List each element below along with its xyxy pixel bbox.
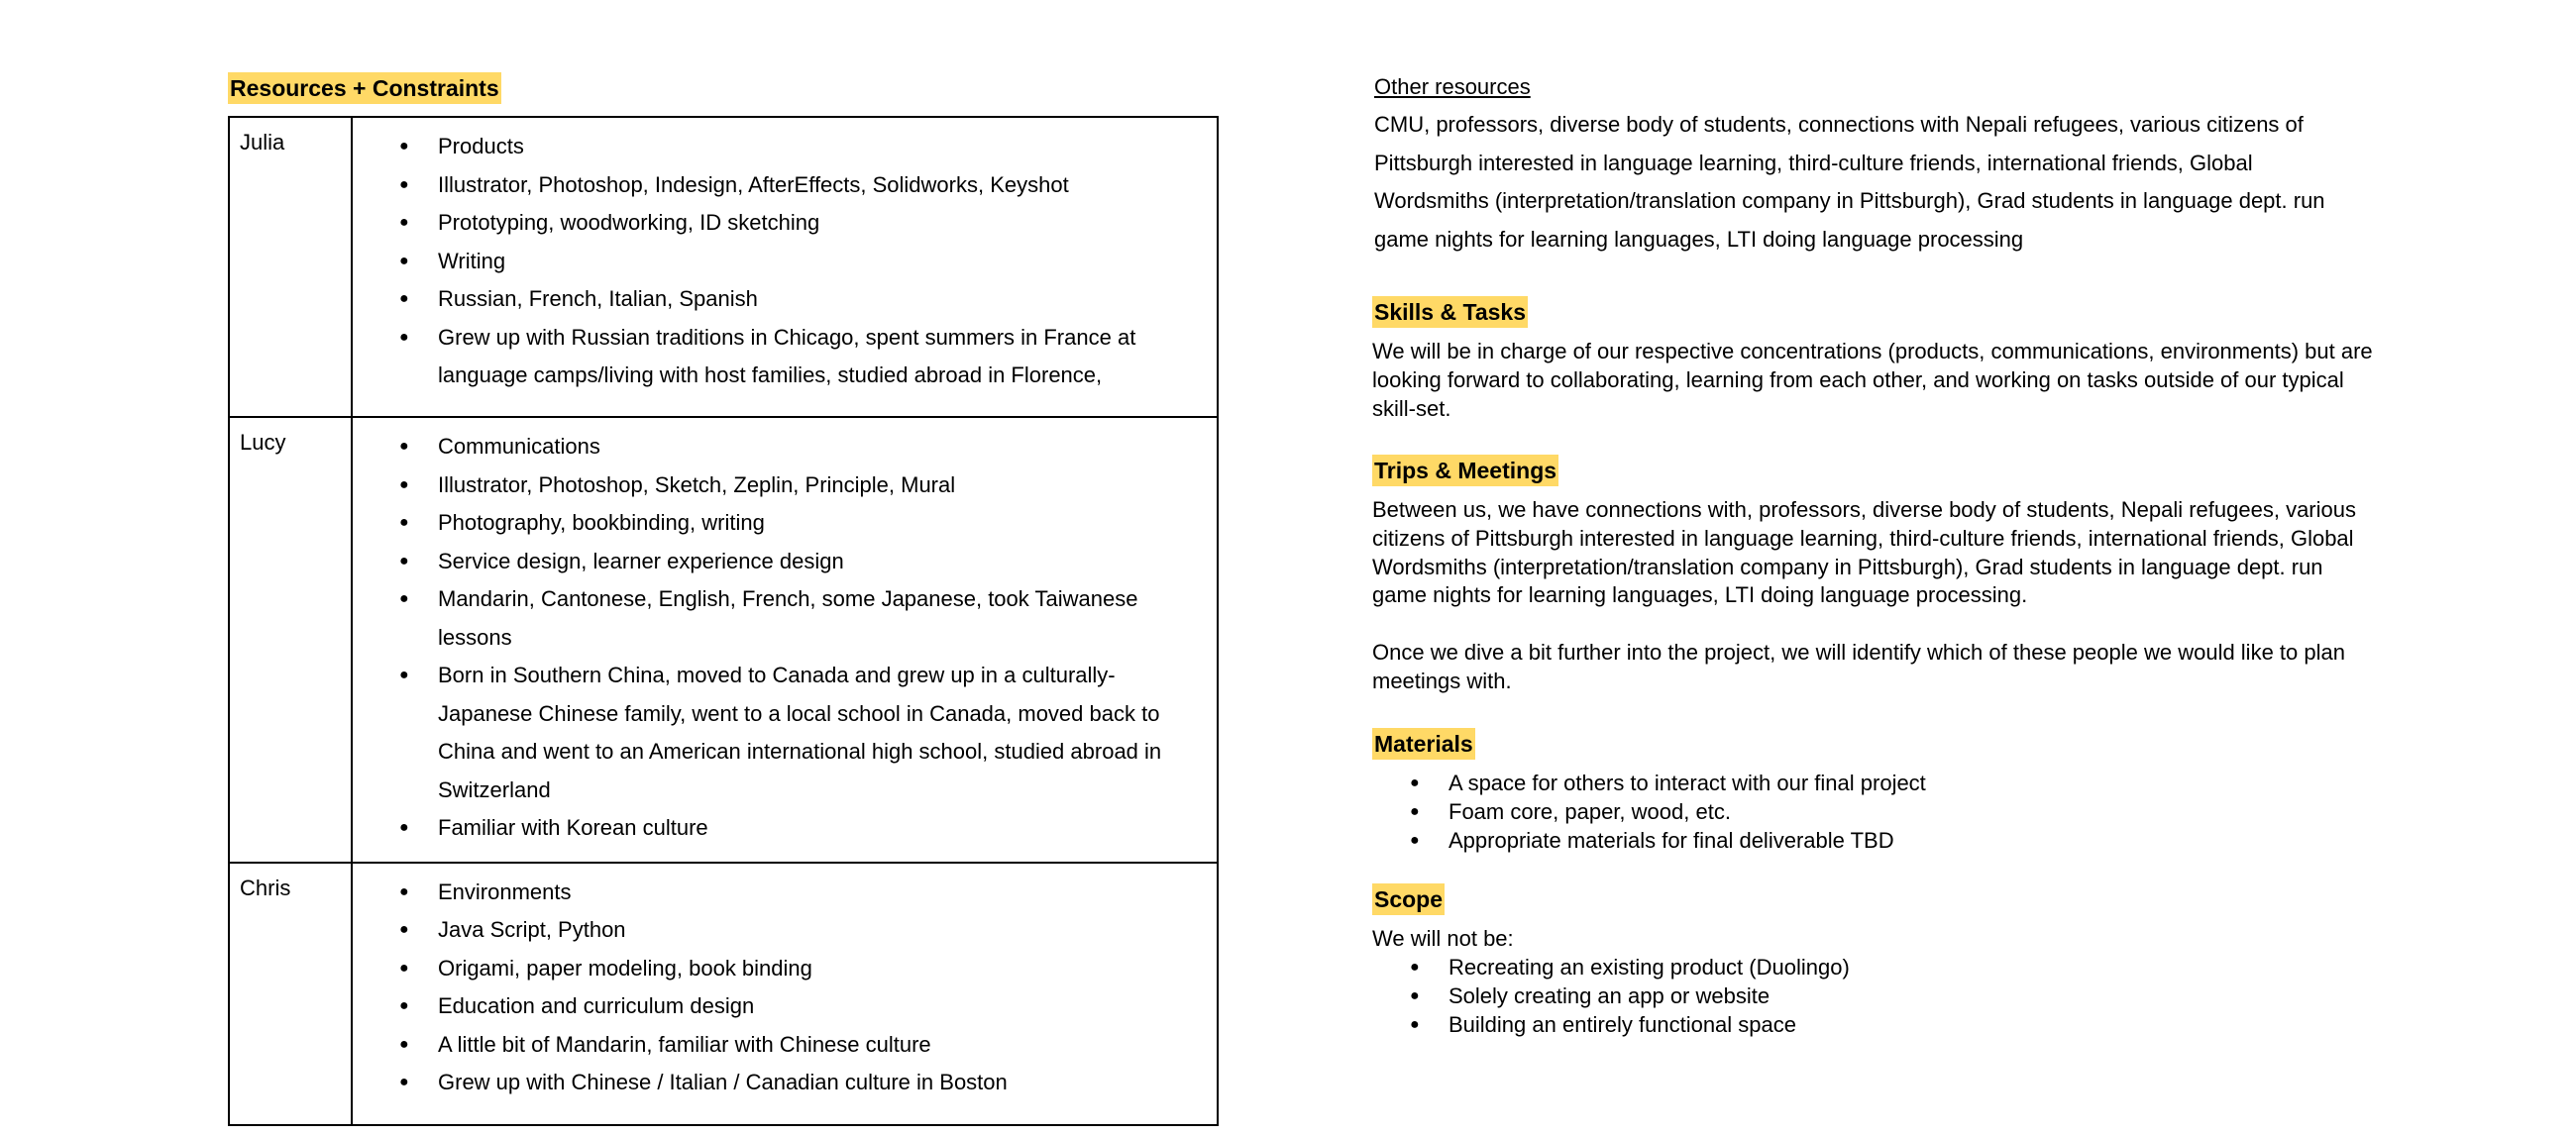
bullet-icon: ●: [399, 1035, 409, 1053]
bullet-icon: ●: [1410, 775, 1420, 791]
member-items-list: [353, 864, 1217, 1116]
list-item: ● Illustrator, Photoshop, Sketch, Zeplin, Principle, Mural: [353, 466, 1207, 505]
scope-heading: Scope: [1372, 883, 1445, 915]
list-item: ● Products: [353, 128, 1207, 166]
trips-meetings-heading: Trips & Meetings: [1372, 455, 1558, 486]
list-item: ● Grew up with Chinese / Italian / Canadian culture in Boston: [353, 1064, 1207, 1102]
list-item: ● Java Script, Python: [353, 911, 1207, 950]
member-items-cell: [352, 417, 1218, 863]
bullet-icon: ●: [399, 252, 409, 269]
bullet-icon: ●: [399, 328, 409, 346]
table-row-julia: [229, 117, 1218, 417]
list-item: ● Origami, paper modeling, book binding: [353, 950, 1207, 988]
bullet-icon: ●: [1410, 959, 1420, 976]
list-item: ● A space for others to interact with our final project: [1372, 770, 1926, 798]
list-item: ● Recreating an existing product (Duolingo): [1372, 954, 1850, 982]
bullet-icon: ●: [399, 552, 409, 569]
list-item: ● Building an entirely functional space: [1372, 1011, 1850, 1040]
materials-heading: Materials: [1372, 728, 1475, 760]
bullet-icon: ●: [399, 290, 409, 307]
list-item: ● Communications: [353, 428, 1207, 466]
list-item: ● Environments: [353, 874, 1207, 912]
skills-tasks-text: We will be in charge of our respective concentrations (products, communications, environments) but are looking forward to collaborating, learning from each other, and working on tasks outside of our typical skill-set.: [1372, 339, 2373, 421]
list-item: ● Appropriate materials for final deliverable TBD: [1372, 827, 1926, 856]
list-item: ● Born in Southern China, moved to Canada and grew up in a culturally-Japanese Chinese family, went to a local school in Canada, moved back to China and went to an American international high school, studied abroad in Switzerland: [353, 657, 1207, 809]
member-items-list: [353, 118, 1217, 409]
materials-list: [1372, 770, 1926, 855]
skills-tasks-heading: Skills & Tasks: [1372, 296, 1528, 328]
bullet-icon: ●: [399, 475, 409, 493]
member-items-cell: [352, 863, 1218, 1125]
list-item: ● Russian, French, Italian, Spanish: [353, 280, 1207, 319]
bullet-icon: ●: [399, 590, 409, 607]
table-row-lucy: [229, 417, 1218, 863]
other-resources-title: Other resources: [1374, 74, 1531, 99]
list-item: ● Illustrator, Photoshop, Indesign, AfterEffects, Solidworks, Keyshot: [353, 166, 1207, 205]
other-resources-text: CMU, professors, diverse body of students, connections with Nepali refugees, various citizens of Pittsburgh interested in language learning, third-culture friends, international friends, Global Wordsmiths (interpretation/translation company in Pittsburgh), Grad students in language dept. run game nights for learning languages, LTI doing language processing: [1374, 112, 2325, 252]
list-item: ● Foam core, paper, wood, etc.: [1372, 798, 1926, 827]
member-name: Chris: [229, 863, 352, 1125]
resources-constraints-heading: Resources + Constraints: [228, 72, 501, 104]
member-name: Lucy: [229, 417, 352, 863]
list-item: ● Grew up with Russian traditions in Chicago, spent summers in France at language camps/living with host families, studied abroad in Florence,: [353, 319, 1207, 395]
trips-meetings-followup: Once we dive a bit further into the project, we will identify which of these people we would like to plan meetings with.: [1372, 640, 2345, 693]
bullet-icon: ●: [399, 1074, 409, 1090]
list-item: ● Mandarin, Cantonese, English, French, some Japanese, took Taiwanese lessons: [353, 580, 1207, 657]
bullet-icon: ●: [399, 959, 409, 977]
bullet-icon: ●: [1410, 986, 1420, 1004]
scope-intro: We will not be:: [1372, 926, 1514, 951]
table-row-chris: [229, 863, 1218, 1125]
list-item: ● Photography, bookbinding, writing: [353, 504, 1207, 543]
bullet-icon: ●: [399, 667, 409, 683]
bullet-icon: ●: [399, 438, 409, 455]
scope-list: [1372, 954, 1850, 1039]
bullet-icon: ●: [399, 138, 409, 155]
bullet-icon: ●: [399, 514, 409, 531]
list-item: ● Solely creating an app or website: [1372, 982, 1850, 1011]
trips-meetings-text: Between us, we have connections with, professors, diverse body of students, Nepali refugees, various citizens of Pittsburgh interested in language learning, third-culture friends, international friends, Global Wordsmiths (interpretation/translation company in Pittsburgh), Grad students in language dept. run game nights for learning languages, LTI doing language processing.: [1372, 497, 2356, 608]
list-item: ● A little bit of Mandarin, familiar with Chinese culture: [353, 1026, 1207, 1065]
member-name: Julia: [229, 117, 352, 417]
bullet-icon: ●: [1410, 802, 1420, 820]
bullet-icon: ●: [399, 921, 409, 938]
list-item: ● Service design, learner experience design: [353, 543, 1207, 581]
bullet-icon: ●: [1410, 831, 1420, 849]
list-item: ● Writing: [353, 243, 1207, 281]
list-item: ● Familiar with Korean culture: [353, 809, 1207, 848]
bullet-icon: ●: [399, 997, 409, 1014]
bullet-icon: ●: [399, 214, 409, 231]
bullet-icon: ●: [1410, 1015, 1420, 1033]
member-items-list: [353, 418, 1217, 862]
bullet-icon: ●: [399, 882, 409, 900]
bullet-icon: ●: [399, 819, 409, 836]
team-resources-table: [228, 116, 1219, 1126]
member-items-cell: [352, 117, 1218, 417]
list-item: ● Education and curriculum design: [353, 987, 1207, 1026]
list-item: ● Prototyping, woodworking, ID sketching: [353, 204, 1207, 243]
bullet-icon: ●: [399, 175, 409, 193]
